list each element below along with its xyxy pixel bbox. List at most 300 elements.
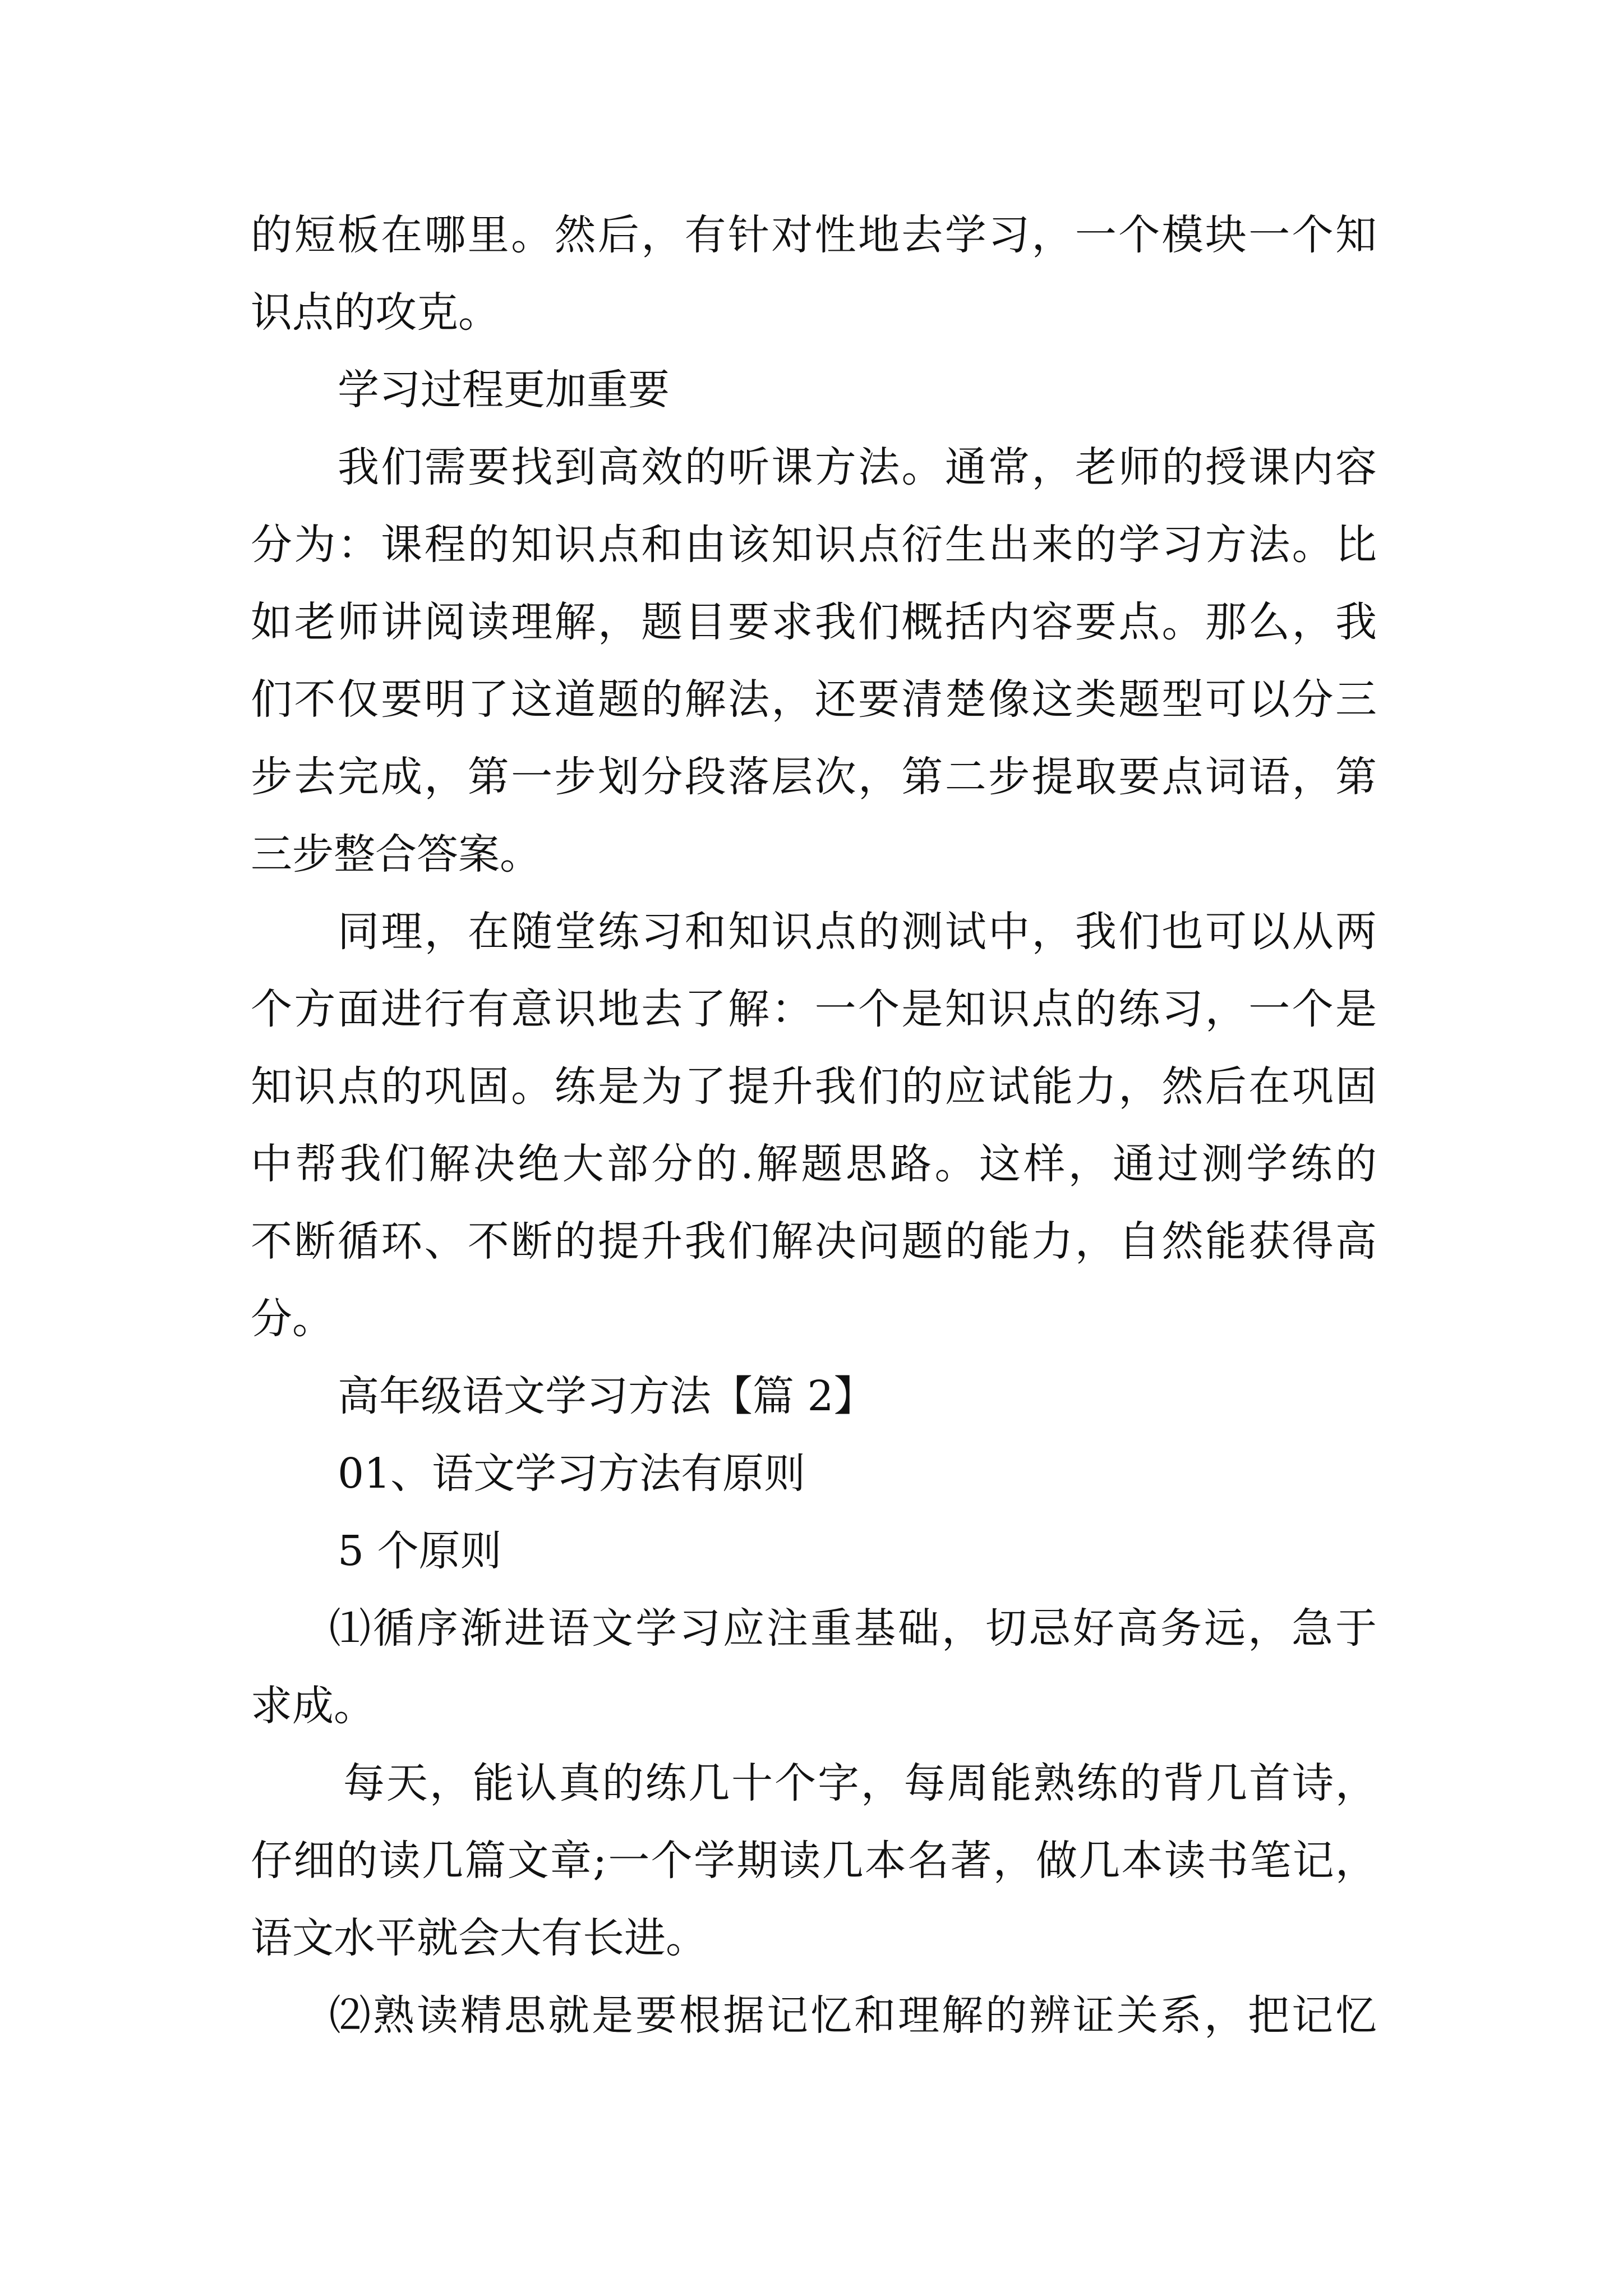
text-char: 个	[774, 1759, 817, 1807]
text-char: 和	[854, 1991, 896, 2040]
text-char: 习	[1161, 521, 1204, 569]
text-char: 划	[597, 753, 639, 801]
text-char: 记	[1292, 1991, 1333, 2040]
text-char: 需	[424, 443, 466, 491]
text-char: 通	[1113, 1140, 1155, 1188]
text-char: 绝	[518, 1140, 560, 1188]
text-line	[251, 1136, 1377, 1192]
text-char: 问	[858, 1217, 900, 1266]
text-line: 分。	[251, 1295, 334, 1343]
text-char: 意	[511, 985, 553, 1033]
text-char: 能	[472, 1759, 514, 1807]
text-char: 求	[771, 598, 813, 646]
text-char: 内	[1292, 443, 1334, 491]
text-char: 过	[1157, 1140, 1199, 1188]
text-char: 目	[684, 598, 726, 646]
text-char: 比	[1335, 521, 1377, 569]
text-char: ，	[1075, 1217, 1117, 1266]
text-char: 内	[988, 598, 1030, 646]
text-char: 就	[548, 1991, 589, 2040]
text-char: 记	[767, 1991, 808, 2040]
text-char: 据	[723, 1991, 764, 2040]
text-char: 读	[417, 1991, 458, 2040]
text-char: 来	[1031, 521, 1073, 569]
text-char: 要	[468, 443, 510, 491]
text-char: 我	[684, 1217, 726, 1266]
text-char: 方	[1205, 521, 1247, 569]
text-char: 理	[511, 598, 553, 646]
text-char: 辨	[1029, 1991, 1071, 2040]
text-char: 天	[386, 1759, 428, 1807]
text-char: 重	[810, 1604, 852, 1653]
text-char: 首	[1249, 1759, 1291, 1807]
text-char: 分	[251, 521, 292, 569]
text-line	[338, 439, 1377, 495]
text-char: 是	[592, 1991, 633, 2040]
text-char: ，	[429, 1759, 471, 1807]
text-char: 次	[814, 753, 856, 801]
text-char: ⑵	[329, 1991, 371, 2040]
text-char: 文	[592, 1604, 633, 1653]
text-char: 的	[554, 1217, 596, 1266]
text-char: 可	[1205, 908, 1247, 956]
text-char: 。	[511, 211, 553, 259]
text-char: 字	[817, 1759, 859, 1807]
text-char: 的	[684, 443, 726, 491]
text-char: 个	[651, 1837, 693, 1885]
text-char: 力	[1075, 1062, 1117, 1111]
text-char: 了	[467, 675, 509, 724]
text-char: 第	[901, 753, 943, 801]
text-char: 思	[504, 1991, 546, 2040]
text-line	[338, 904, 1377, 960]
text-char: 务	[1160, 1604, 1202, 1653]
text-char: 要	[635, 1991, 677, 2040]
text-char: 于	[1335, 1604, 1377, 1653]
text-char: 段	[684, 753, 726, 801]
text-char: 渐	[460, 1604, 502, 1653]
text-char: 高	[1335, 1217, 1377, 1266]
text-char: 决	[473, 1140, 515, 1188]
text-char: 语	[1248, 753, 1290, 801]
text-char: 巩	[1292, 1062, 1334, 1111]
text-char: 的	[1161, 443, 1204, 491]
text-char: 练	[1118, 985, 1160, 1033]
text-char: 容	[1031, 598, 1073, 646]
text-char: 测	[1201, 1140, 1243, 1188]
text-char: 可	[1205, 675, 1247, 724]
text-char: 几	[422, 1837, 464, 1885]
text-char: 分	[651, 1140, 693, 1188]
text-char: ，	[1292, 753, 1334, 801]
text-char: ，	[1031, 908, 1073, 956]
text-char: 我	[814, 1062, 856, 1111]
text-char: 的	[467, 521, 509, 569]
text-char: 词	[1205, 753, 1247, 801]
text-line	[329, 1600, 1377, 1657]
text-char: 提	[727, 1062, 769, 1111]
text-char: 试	[988, 1062, 1030, 1111]
text-char: 的	[901, 1062, 943, 1111]
text-char: 获	[1248, 1217, 1290, 1266]
text-char: 取	[1075, 753, 1117, 801]
text-char: 点	[1161, 753, 1204, 801]
text-char: 性	[814, 211, 856, 259]
text-char: 记	[1292, 1837, 1334, 1885]
text-char: 好	[1073, 1604, 1114, 1653]
text-char: 二	[944, 753, 986, 801]
text-char: 完	[337, 753, 379, 801]
text-char: 个	[1118, 211, 1160, 259]
text-char: 点	[858, 521, 900, 569]
text-char: 理	[381, 908, 423, 956]
text-char: 练	[598, 908, 640, 956]
text-line	[251, 594, 1377, 650]
text-char: 行	[424, 985, 466, 1033]
section-heading: 学习过程更加重要	[338, 366, 670, 414]
text-char: 几	[1078, 1837, 1121, 1885]
text-char: 测	[901, 908, 943, 956]
text-char: 这	[979, 1140, 1021, 1188]
text-char: 还	[814, 675, 856, 724]
text-char: 固	[467, 1062, 509, 1111]
text-char: 系	[1160, 1991, 1202, 2040]
text-char: 应	[944, 1062, 986, 1111]
text-char: 题	[641, 598, 683, 646]
text-char: 类	[1075, 675, 1117, 724]
text-char: 诗	[1292, 1759, 1334, 1807]
text-char: 该	[727, 521, 769, 569]
text-char: 一	[608, 1837, 650, 1885]
text-char: ，	[424, 908, 466, 956]
text-char: 大	[562, 1140, 604, 1188]
text-char: 生	[944, 521, 986, 569]
text-char: 点	[1118, 598, 1160, 646]
text-char: 和	[684, 908, 726, 956]
text-char: 高	[598, 443, 640, 491]
text-char: 的	[944, 1217, 986, 1266]
text-char: 本	[864, 1837, 906, 1885]
text-char: 习	[679, 1604, 721, 1653]
text-char: 础	[898, 1604, 939, 1653]
text-char: 课	[1248, 443, 1290, 491]
text-char: 学	[693, 1837, 735, 1885]
text-char: 后	[1205, 1062, 1247, 1111]
text-char: 个	[251, 985, 292, 1033]
text-char: 文	[507, 1837, 549, 1885]
text-char: 第	[467, 753, 509, 801]
text-char: 章	[550, 1837, 592, 1885]
text-char: ：	[337, 521, 379, 569]
text-line: 三步整合答案。	[251, 830, 541, 878]
text-char: 固	[1335, 1062, 1377, 1111]
text-char: 的	[336, 1837, 378, 1885]
text-char: 巩	[424, 1062, 466, 1111]
text-char: 思	[845, 1140, 887, 1188]
text-char: 路	[890, 1140, 932, 1188]
text-char: 。	[934, 1140, 976, 1188]
text-char: 分	[641, 753, 683, 801]
text-char: 讲	[381, 598, 423, 646]
text-line	[251, 749, 1377, 805]
text-char: 成	[381, 753, 423, 801]
text-char: 步	[988, 753, 1030, 801]
text-char: 里	[467, 211, 509, 259]
text-char: 循	[337, 1217, 379, 1266]
text-char: 的	[1075, 985, 1117, 1033]
text-char: 三	[1335, 675, 1377, 724]
text-char: 堂	[554, 908, 596, 956]
text-char: 不	[294, 675, 336, 724]
text-char: 习	[1161, 985, 1204, 1033]
text-char: 中	[988, 908, 1030, 956]
text-char: 老	[1075, 443, 1117, 491]
text-char: 语	[548, 1604, 589, 1653]
text-char: 由	[684, 521, 726, 569]
text-char: 解	[428, 1140, 471, 1188]
text-line	[251, 671, 1377, 728]
text-char: 提	[1031, 753, 1073, 801]
text-char: 注	[767, 1604, 808, 1653]
text-char: 那	[1205, 598, 1247, 646]
text-char: 型	[1161, 675, 1204, 724]
text-char: 我	[338, 443, 379, 491]
text-char: 周	[947, 1759, 989, 1807]
text-line	[251, 981, 1377, 1037]
text-char: 板	[337, 211, 379, 259]
text-char: 著	[950, 1837, 992, 1885]
text-char: 层	[771, 753, 813, 801]
text-char: 解	[757, 1140, 799, 1188]
text-char: 然	[1161, 1062, 1204, 1111]
text-char: ，	[1335, 1759, 1377, 1807]
text-char: 读	[779, 1837, 821, 1885]
text-char: 课	[771, 443, 813, 491]
text-char: 找	[511, 443, 553, 491]
text-line: 求成。	[251, 1682, 375, 1730]
text-char: 的	[858, 908, 900, 956]
text-char: 们	[858, 1062, 900, 1111]
text-line	[251, 517, 1377, 573]
text-char: 效	[641, 443, 683, 491]
text-char: 授	[1205, 443, 1247, 491]
text-char: 要	[1075, 598, 1117, 646]
text-char: 的	[1119, 1759, 1161, 1807]
text-char: 循	[373, 1604, 414, 1653]
text-char: ⑴	[329, 1604, 371, 1653]
text-char: 切	[985, 1604, 1027, 1653]
text-char: 证	[1073, 1991, 1114, 2040]
text-char: 然	[1161, 1217, 1204, 1266]
text-char: 识	[554, 521, 596, 569]
text-line	[251, 1059, 1377, 1115]
text-char: 进	[381, 985, 423, 1033]
text-char: 仅	[337, 675, 379, 724]
text-char: 不	[467, 1217, 509, 1266]
text-char: 书	[1207, 1837, 1249, 1885]
text-char: ，	[993, 1837, 1035, 1885]
text-char: 两	[1335, 908, 1377, 956]
text-char: 后	[597, 211, 639, 259]
text-char: 笔	[1249, 1837, 1292, 1885]
text-char: 解	[942, 1991, 983, 2040]
text-char: 习	[641, 908, 683, 956]
text-char: 仔	[251, 1837, 292, 1885]
text-char: 学	[944, 211, 986, 259]
text-char: 知	[1335, 211, 1377, 259]
text-char: ，	[771, 675, 813, 724]
text-char: 我	[814, 598, 856, 646]
text-char: ，	[1248, 1604, 1289, 1653]
text-char: 常	[988, 443, 1030, 491]
text-char: 几	[822, 1837, 864, 1885]
text-char: ，	[1292, 598, 1334, 646]
text-char: 不	[251, 1217, 292, 1266]
text-char: 是	[901, 985, 943, 1033]
text-char: 模	[1161, 211, 1204, 259]
text-char: 短	[294, 211, 336, 259]
text-char: 一	[1075, 211, 1117, 259]
text-char: 的	[1335, 1140, 1377, 1188]
text-char: 。	[511, 1062, 553, 1111]
text-char: 自	[1118, 1217, 1160, 1266]
text-char: 忆	[810, 1991, 852, 2040]
text-char: 括	[944, 598, 986, 646]
text-char: 知	[251, 1062, 292, 1111]
text-char: 到	[554, 443, 596, 491]
text-char: 个	[1292, 985, 1334, 1033]
text-char: 这	[1031, 675, 1073, 724]
text-char: 题	[801, 1140, 843, 1188]
text-char: 熟	[373, 1991, 414, 2040]
text-char: 听	[728, 443, 770, 491]
text-char: 识	[814, 521, 856, 569]
text-char: ，	[1204, 1991, 1246, 2040]
text-char: 们	[1118, 908, 1160, 956]
text-char: 是	[1335, 985, 1377, 1033]
text-char: ，	[597, 598, 639, 646]
text-char: 了	[684, 1062, 726, 1111]
text-char: 为	[294, 521, 336, 569]
text-char: 的	[1075, 521, 1117, 569]
text-char: 识	[554, 985, 596, 1033]
text-char: 识	[988, 985, 1030, 1033]
text-char: 地	[597, 985, 639, 1033]
text-char: 能	[1031, 1062, 1073, 1111]
text-char: 练	[645, 1759, 687, 1807]
text-char: 一	[511, 753, 553, 801]
text-char: 知	[728, 908, 770, 956]
text-char: 清	[901, 675, 943, 724]
text-char: 在	[468, 908, 510, 956]
text-char: 帮	[295, 1140, 337, 1188]
text-char: 通	[944, 443, 986, 491]
text-char: 读	[467, 598, 509, 646]
text-char: 远	[1204, 1604, 1246, 1653]
text-char: 根	[679, 1991, 721, 2040]
text-char: 读	[1164, 1837, 1206, 1885]
text-char: 得	[1292, 1217, 1334, 1266]
text-char: 一	[1248, 211, 1290, 259]
text-char: ：	[771, 985, 813, 1033]
text-char: 们	[858, 598, 900, 646]
text-char: ，	[1205, 985, 1247, 1033]
text-char: 要	[858, 675, 900, 724]
text-char: 步	[251, 753, 292, 801]
text-char: 每	[343, 1759, 385, 1807]
subsection-heading: 01、语文学习方法有原则	[338, 1450, 806, 1498]
text-char: 课	[381, 521, 423, 569]
text-char: 识	[771, 908, 813, 956]
text-char: .	[740, 1140, 754, 1188]
text-char: 老	[294, 598, 336, 646]
text-char: 解	[554, 598, 596, 646]
text-char: 精	[460, 1991, 502, 2040]
text-char: 的	[381, 1062, 423, 1111]
text-char: 了	[684, 985, 726, 1033]
text-char: 概	[901, 598, 943, 646]
text-char: 点	[597, 521, 639, 569]
text-char: 是	[597, 1062, 639, 1111]
text-char: 我	[1075, 908, 1117, 956]
text-char: 本	[1121, 1837, 1163, 1885]
text-char: 要	[381, 675, 423, 724]
text-char: 衍	[901, 521, 943, 569]
text-char: 学	[1118, 521, 1160, 569]
text-char: 关	[1117, 1991, 1158, 2040]
text-char: 明	[424, 675, 466, 724]
text-char: 断	[294, 1217, 336, 1266]
section-heading: 高年级语文学习方法【篇 2】	[338, 1372, 875, 1420]
text-char: 每	[903, 1759, 946, 1807]
text-char: 学	[635, 1604, 677, 1653]
text-char: 步	[554, 753, 596, 801]
text-char: 知	[944, 985, 986, 1033]
text-char: 出	[988, 521, 1030, 569]
text-char: ，	[858, 753, 900, 801]
text-char: 方	[294, 985, 336, 1033]
text-char: 哪	[424, 211, 466, 259]
text-char: 高	[1117, 1604, 1158, 1653]
text-char: 师	[337, 598, 379, 646]
text-char: 。	[1161, 598, 1204, 646]
text-char: 的	[602, 1759, 644, 1807]
text-line	[251, 207, 1377, 263]
text-char: 环	[381, 1217, 423, 1266]
text-char: ，	[424, 753, 466, 801]
text-char: 理	[898, 1991, 939, 2040]
text-char: 篇	[464, 1837, 506, 1885]
text-char: 几	[688, 1759, 730, 1807]
text-char: 程	[424, 521, 466, 569]
text-line	[251, 1213, 1377, 1269]
text-char: 然	[554, 211, 596, 259]
text-char: 把	[1248, 1991, 1289, 2040]
text-char: 块	[1205, 211, 1247, 259]
text-char: 第	[1335, 753, 1377, 801]
text-char: ，	[1031, 443, 1073, 491]
text-char: 认	[515, 1759, 557, 1807]
text-char: 的	[251, 211, 292, 259]
text-char: 熟	[1033, 1759, 1075, 1807]
text-char: 知	[771, 521, 813, 569]
text-char: 知	[511, 521, 553, 569]
text-char: 习	[988, 211, 1030, 259]
text-char: 针	[727, 211, 769, 259]
text-char: ，	[942, 1604, 983, 1653]
text-char: 的	[985, 1991, 1027, 2040]
text-char: 几	[1206, 1759, 1248, 1807]
